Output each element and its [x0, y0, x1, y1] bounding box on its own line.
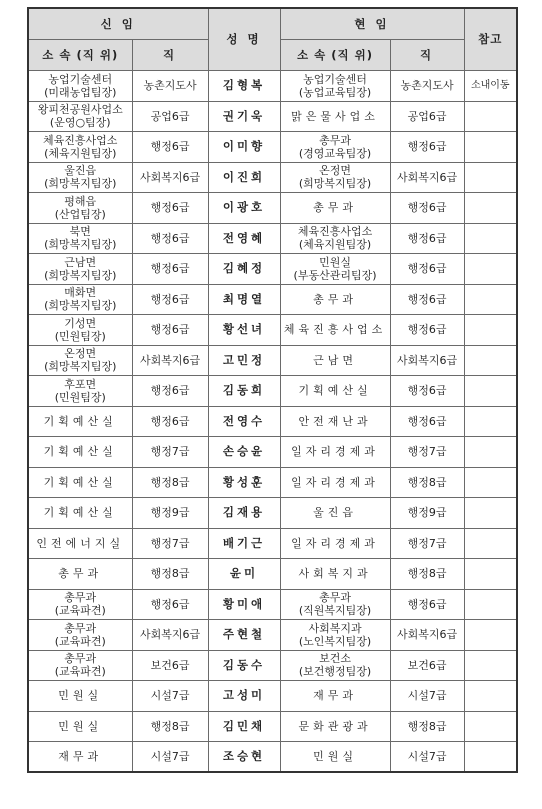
current-affiliation-cell-line: (부동산관리팀장) — [293, 268, 377, 282]
new-grade-cell: 사회복지6급 — [132, 620, 208, 651]
note-cell — [464, 559, 517, 590]
note-cell — [464, 406, 517, 437]
note-cell — [464, 650, 517, 681]
note-cell — [464, 498, 517, 529]
note-cell — [464, 284, 517, 315]
new-grade-cell: 행정8급 — [132, 467, 208, 498]
current-affiliation-cell-line: 맑은물사업소 — [291, 109, 379, 123]
table-row — [28, 162, 517, 193]
current-affiliation-cell-line: (보건행정팀장) — [298, 665, 372, 679]
new-affiliation-cell-line: 기획예산실 — [43, 445, 117, 459]
table-row — [28, 284, 517, 315]
current-affiliation-cell — [280, 620, 390, 651]
name-cell: 황미애 — [208, 589, 280, 620]
current-grade-cell: 행정6급 — [390, 315, 464, 346]
new-grade-cell: 농촌지도사 — [132, 71, 208, 102]
new-grade-cell: 행정8급 — [132, 559, 208, 590]
new-affiliation-cell-line: (희망복지팀장) — [44, 177, 117, 191]
current-affiliation-cell-line: (체육지원팀장) — [298, 238, 372, 252]
name-cell: 주현철 — [208, 620, 280, 651]
new-grade-cell: 행정9급 — [132, 498, 208, 529]
header-new-grade: 직 — [132, 40, 208, 71]
name-cell: 황선녀 — [208, 315, 280, 346]
current-grade-cell: 보건6급 — [390, 650, 464, 681]
name-cell: 손승윤 — [208, 437, 280, 468]
note-cell — [464, 223, 517, 254]
header-current-group: 현 임 — [280, 8, 464, 40]
note-cell — [464, 681, 517, 712]
name-cell: 김동수 — [208, 650, 280, 681]
new-affiliation-cell-line: 총무과 — [64, 591, 97, 605]
new-affiliation-cell — [28, 71, 132, 102]
new-affiliation-cell-line: 근남면 — [64, 255, 97, 269]
current-grade-cell: 행정8급 — [390, 559, 464, 590]
current-grade-cell: 행정6급 — [390, 132, 464, 163]
header-name: 성 명 — [208, 8, 280, 71]
note-cell — [464, 345, 517, 376]
new-affiliation-cell-line: (운영○팀장) — [49, 116, 111, 130]
new-affiliation-cell — [28, 132, 132, 163]
current-affiliation-cell — [280, 559, 390, 590]
new-affiliation-cell — [28, 437, 132, 468]
current-affiliation-cell — [280, 711, 390, 742]
current-grade-cell: 사회복지6급 — [390, 162, 464, 193]
new-affiliation-cell-line: (교육파견) — [54, 665, 106, 679]
current-affiliation-cell — [280, 101, 390, 132]
name-cell: 고민정 — [208, 345, 280, 376]
header-current-affiliation: 소 속 (직 위) — [280, 40, 390, 71]
current-grade-cell: 시설7급 — [390, 681, 464, 712]
new-affiliation-cell — [28, 284, 132, 315]
table-row — [28, 254, 517, 285]
current-grade-cell: 행정8급 — [390, 711, 464, 742]
table-row — [28, 559, 517, 590]
current-affiliation-cell-line: (경영교육팀장) — [298, 146, 372, 160]
current-affiliation-cell-line: 체육진흥사업소 — [283, 323, 387, 337]
current-affiliation-cell-line: 일자리경제과 — [291, 445, 379, 459]
new-affiliation-cell-line: (민원팀장) — [54, 329, 106, 343]
current-affiliation-cell-line: 체육진흥사업소 — [297, 225, 373, 239]
new-affiliation-cell-line: (교육파견) — [54, 634, 106, 648]
current-affiliation-cell-line: 민원실 — [313, 750, 357, 763]
table-row — [28, 742, 517, 773]
new-affiliation-cell — [28, 193, 132, 224]
new-grade-cell: 행정6급 — [132, 376, 208, 407]
name-cell: 김동희 — [208, 376, 280, 407]
current-grade-cell: 행정6급 — [390, 193, 464, 224]
table-row — [28, 132, 517, 163]
current-affiliation-cell — [280, 315, 390, 346]
table-row — [28, 498, 517, 529]
table-row — [28, 315, 517, 346]
table-row — [28, 223, 517, 254]
new-affiliation-cell-line: 온정면 — [64, 347, 97, 361]
current-affiliation-cell-line: 사회복지과 — [308, 621, 362, 635]
current-grade-cell: 사회복지6급 — [390, 345, 464, 376]
new-affiliation-cell-line: (민원팀장) — [54, 390, 106, 404]
note-cell — [464, 162, 517, 193]
new-affiliation-cell-line: 총무과 — [64, 621, 97, 635]
header-note: 참고 — [464, 8, 517, 71]
current-affiliation-cell-line: (농업교육팀장) — [298, 85, 372, 99]
current-affiliation-cell-line: 안전재난과 — [298, 414, 372, 428]
note-cell — [464, 589, 517, 620]
current-affiliation-cell-line: 일자리경제과 — [291, 475, 379, 489]
name-cell: 김민채 — [208, 711, 280, 742]
new-affiliation-cell-line: 총무과 — [58, 567, 103, 581]
new-affiliation-cell-line: 농업기술센터 — [48, 72, 113, 86]
current-affiliation-cell-line: (노인복지팀장) — [298, 634, 372, 648]
new-affiliation-cell — [28, 559, 132, 590]
current-grade-cell: 사회복지6급 — [390, 620, 464, 651]
note-cell — [464, 437, 517, 468]
new-affiliation-cell-line: (희망복지팀장) — [44, 268, 117, 282]
table-row — [28, 589, 517, 620]
current-affiliation-cell — [280, 223, 390, 254]
name-cell: 이미향 — [208, 132, 280, 163]
current-affiliation-cell-line: 온정면 — [319, 164, 351, 178]
new-grade-cell: 사회복지6급 — [132, 162, 208, 193]
note-cell — [464, 132, 517, 163]
new-affiliation-cell-line: 민원실 — [58, 719, 103, 733]
new-affiliation-cell — [28, 315, 132, 346]
new-affiliation-cell-line: 인전에너지실 — [36, 536, 125, 550]
table-body — [28, 71, 517, 773]
new-affiliation-cell — [28, 498, 132, 529]
new-grade-cell: 행정6급 — [132, 284, 208, 315]
current-grade-cell: 행정6급 — [390, 254, 464, 285]
current-affiliation-cell-line: 민원실 — [319, 255, 351, 269]
new-affiliation-cell-line: (미래농업팀장) — [44, 85, 117, 99]
current-affiliation-cell — [280, 650, 390, 681]
new-grade-cell: 시설7급 — [132, 681, 208, 712]
name-cell: 전영혜 — [208, 223, 280, 254]
name-cell: 최명열 — [208, 284, 280, 315]
table-row — [28, 71, 517, 102]
table-row — [28, 681, 517, 712]
new-affiliation-cell-line: (교육파견) — [54, 604, 106, 618]
current-affiliation-cell-line: 총무과 — [313, 201, 357, 215]
new-affiliation-cell — [28, 223, 132, 254]
current-affiliation-cell — [280, 589, 390, 620]
note-cell — [464, 620, 517, 651]
current-affiliation-cell — [280, 498, 390, 529]
current-affiliation-cell — [280, 254, 390, 285]
new-affiliation-cell — [28, 650, 132, 681]
current-grade-cell: 행정7급 — [390, 437, 464, 468]
new-grade-cell: 행정6급 — [132, 254, 208, 285]
current-affiliation-cell — [280, 132, 390, 163]
current-affiliation-cell-line: 기획예산실 — [298, 384, 372, 398]
current-grade-cell: 행정6급 — [390, 589, 464, 620]
current-affiliation-cell — [280, 437, 390, 468]
new-affiliation-cell-line: (체육지원팀장) — [44, 146, 117, 160]
current-grade-cell: 행정8급 — [390, 467, 464, 498]
new-affiliation-cell — [28, 376, 132, 407]
current-affiliation-cell — [280, 162, 390, 193]
table-row — [28, 437, 517, 468]
name-cell: 배기근 — [208, 528, 280, 559]
current-affiliation-cell-line: 농업기술센터 — [303, 72, 367, 86]
name-cell: 권기욱 — [208, 101, 280, 132]
new-affiliation-cell-line: 기획예산실 — [43, 506, 117, 520]
header-new-affiliation: 소 속 (직 위) — [28, 40, 132, 71]
table-row — [28, 620, 517, 651]
current-grade-cell: 행정9급 — [390, 498, 464, 529]
new-affiliation-cell-line: 기획예산실 — [43, 414, 117, 428]
new-affiliation-cell-line: 매화면 — [64, 286, 97, 300]
new-affiliation-cell — [28, 620, 132, 651]
current-affiliation-cell-line: 울진읍 — [313, 506, 357, 520]
current-affiliation-cell — [280, 345, 390, 376]
name-cell: 윤미 — [208, 559, 280, 590]
new-grade-cell: 보건6급 — [132, 650, 208, 681]
name-cell: 전영수 — [208, 406, 280, 437]
new-affiliation-cell-line: 왕피천공원사업소 — [37, 103, 123, 117]
current-grade-cell: 행정7급 — [390, 528, 464, 559]
new-affiliation-cell — [28, 528, 132, 559]
table-row — [28, 528, 517, 559]
note-cell — [464, 711, 517, 742]
note-cell — [464, 193, 517, 224]
name-cell: 김재용 — [208, 498, 280, 529]
name-cell: 김혜정 — [208, 254, 280, 285]
current-grade-cell: 행정6급 — [390, 406, 464, 437]
new-affiliation-cell — [28, 162, 132, 193]
new-grade-cell: 공업6급 — [132, 101, 208, 132]
note-cell — [464, 101, 517, 132]
current-affiliation-cell-line: 총무과 — [313, 292, 357, 306]
current-affiliation-cell — [280, 681, 390, 712]
name-cell: 조승현 — [208, 742, 280, 773]
new-grade-cell: 행정7급 — [132, 437, 208, 468]
new-affiliation-cell — [28, 711, 132, 742]
new-grade-cell: 행정6급 — [132, 223, 208, 254]
table-row — [28, 467, 517, 498]
current-grade-cell: 시설7급 — [390, 742, 464, 773]
current-affiliation-cell-line: 일자리경제과 — [291, 536, 379, 550]
note-cell — [464, 315, 517, 346]
new-affiliation-cell-line: 북면 — [69, 225, 91, 239]
personnel-transfer-table — [27, 7, 518, 773]
new-grade-cell: 행정6급 — [132, 315, 208, 346]
table-row — [28, 345, 517, 376]
note-cell — [464, 528, 517, 559]
current-affiliation-cell — [280, 71, 390, 102]
current-grade-cell: 농촌지도사 — [390, 71, 464, 102]
new-affiliation-cell-line: 평해읍 — [64, 194, 97, 208]
new-affiliation-cell — [28, 742, 132, 773]
new-affiliation-cell — [28, 589, 132, 620]
new-affiliation-cell-line: 민원실 — [58, 689, 103, 703]
note-cell — [464, 742, 517, 773]
new-grade-cell: 행정8급 — [132, 711, 208, 742]
current-affiliation-cell-line: 사회복지과 — [298, 567, 372, 581]
table-row — [28, 376, 517, 407]
current-affiliation-cell — [280, 528, 390, 559]
current-affiliation-cell-line: 보건소 — [319, 652, 351, 666]
current-grade-cell: 공업6급 — [390, 101, 464, 132]
note-cell — [464, 376, 517, 407]
table-row — [28, 406, 517, 437]
note-cell: 소내이동 — [464, 71, 517, 102]
current-grade-cell: 행정6급 — [390, 223, 464, 254]
new-grade-cell: 행정7급 — [132, 528, 208, 559]
new-affiliation-cell — [28, 681, 132, 712]
note-cell — [464, 254, 517, 285]
new-affiliation-cell-line: 후포면 — [64, 377, 97, 391]
table-row — [28, 650, 517, 681]
new-affiliation-cell — [28, 254, 132, 285]
new-affiliation-cell-line: 울진읍 — [64, 164, 97, 178]
new-affiliation-cell-line: (희망복지팀장) — [44, 299, 117, 313]
current-affiliation-cell — [280, 467, 390, 498]
name-cell: 이광호 — [208, 193, 280, 224]
new-grade-cell: 행정6급 — [132, 589, 208, 620]
new-affiliation-cell-line: 기획예산실 — [43, 475, 117, 489]
new-grade-cell: 행정6급 — [132, 132, 208, 163]
new-affiliation-cell-line: (희망복지팀장) — [44, 360, 117, 374]
new-grade-cell: 행정6급 — [132, 193, 208, 224]
new-grade-cell: 사회복지6급 — [132, 345, 208, 376]
new-affiliation-cell-line: 체육진흥사업소 — [43, 133, 118, 147]
new-grade-cell: 시설7급 — [132, 742, 208, 773]
current-affiliation-cell — [280, 193, 390, 224]
note-cell — [464, 467, 517, 498]
header-current-grade: 직 — [390, 40, 464, 71]
new-affiliation-cell-line: 기성면 — [64, 316, 97, 330]
current-affiliation-cell-line: 총무과 — [319, 133, 351, 147]
table-row — [28, 101, 517, 132]
current-grade-cell: 행정6급 — [390, 376, 464, 407]
personnel-table-container — [27, 7, 518, 773]
new-affiliation-cell — [28, 467, 132, 498]
new-affiliation-cell-line: 재무과 — [58, 750, 103, 763]
name-cell: 고성미 — [208, 681, 280, 712]
current-affiliation-cell — [280, 284, 390, 315]
new-grade-cell: 행정6급 — [132, 406, 208, 437]
new-affiliation-cell — [28, 345, 132, 376]
current-affiliation-cell-line: 문화관광과 — [298, 719, 372, 733]
new-affiliation-cell — [28, 101, 132, 132]
current-affiliation-cell-line: (직원복지팀장) — [298, 604, 372, 618]
table-row — [28, 193, 517, 224]
header-new-group: 신 임 — [28, 8, 208, 40]
current-affiliation-cell-line: (희망복지팀장) — [298, 177, 372, 191]
name-cell: 황성훈 — [208, 467, 280, 498]
current-affiliation-cell — [280, 742, 390, 773]
new-affiliation-cell-line: (희망복지팀장) — [44, 238, 117, 252]
current-grade-cell: 행정6급 — [390, 284, 464, 315]
current-affiliation-cell-line: 근남면 — [313, 353, 357, 367]
current-affiliation-cell — [280, 406, 390, 437]
current-affiliation-cell-line: 총무과 — [319, 591, 351, 605]
new-affiliation-cell-line: 총무과 — [64, 652, 97, 666]
current-affiliation-cell — [280, 376, 390, 407]
name-cell: 김형복 — [208, 71, 280, 102]
current-affiliation-cell-line: 재무과 — [313, 689, 357, 703]
new-affiliation-cell — [28, 406, 132, 437]
new-affiliation-cell-line: (산업팀장) — [54, 207, 106, 221]
name-cell: 이진희 — [208, 162, 280, 193]
table-row — [28, 711, 517, 742]
